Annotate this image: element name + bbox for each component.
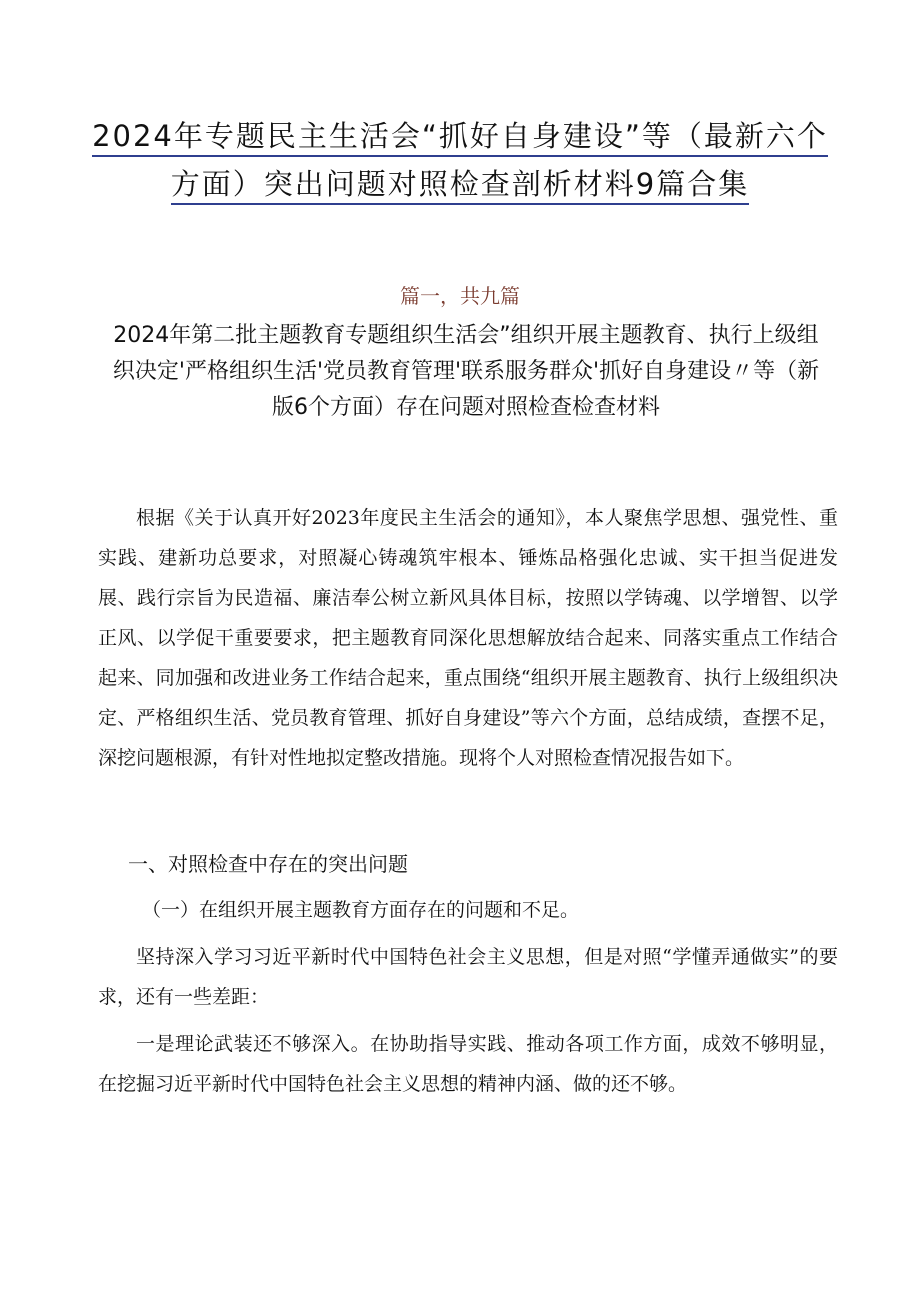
- document-title: [80, 112, 840, 208]
- heading-problems: 一、对照检查中存在的突出问题: [128, 852, 408, 876]
- document-title-line-2: 方面）突出问题对照检查剖析材料9篇合集: [171, 167, 749, 205]
- section-label: 篇一，共九篇: [400, 284, 520, 308]
- paragraph-problem-1-detail: 一是理论武装还不够深入。在协助指导实践、推动各项工作方面，成效不够明显，在挖掘习近平新时代中国特色社会主义思想的精神内涵、做的还不够。: [98, 1033, 838, 1095]
- paragraph-problem-1-summary: 坚持深入学习习近平新时代中国特色社会主义思想，但是对照“学懂弄通做实”的要求，还有一些差距：: [98, 946, 838, 1008]
- intro-paragraph: 根据《关于认真开好2023年度民主生活会的通知》，本人聚焦学思想、强党性、重实践、建新功总要求，对照凝心铸魂筑牢根本、锤炼品格强化忠诚、实干担当促进发展、践行宗旨为民造福、廉洁奉公树立新风具体目标，按照以学铸魂、以学增智、以学正风、以学促干重要要求，把主题教育同深化思想解放结合起来、同落实重点工作结合起来、同加强和改进业务工作结合起来，重点围绕“组织开展主题教育、执行上级组织决定、严格组织生活、党员教育管理、抓好自身建设”等六个方面，总结成绩，查摆不足，深挖问题根源，有针对性地拟定整改措施。现将个人对照检查情况报告如下。: [98, 507, 838, 769]
- heading-problem-1: （一）在组织开展主题教育方面存在的问题和不足。: [142, 899, 580, 921]
- document-title-line-1: 2024年专题民主生活会“抓好自身建设”等（最新六个: [92, 119, 828, 157]
- section-heading: 2024年第二批主题教育专题组织生活会”组织开展主题教育、执行上级组织决定'严格组织生活'党员教育管理'联系服务群众'抓好自身建设〃等（新版6个方面）存在问题对照检查检查材料: [112, 323, 820, 420]
